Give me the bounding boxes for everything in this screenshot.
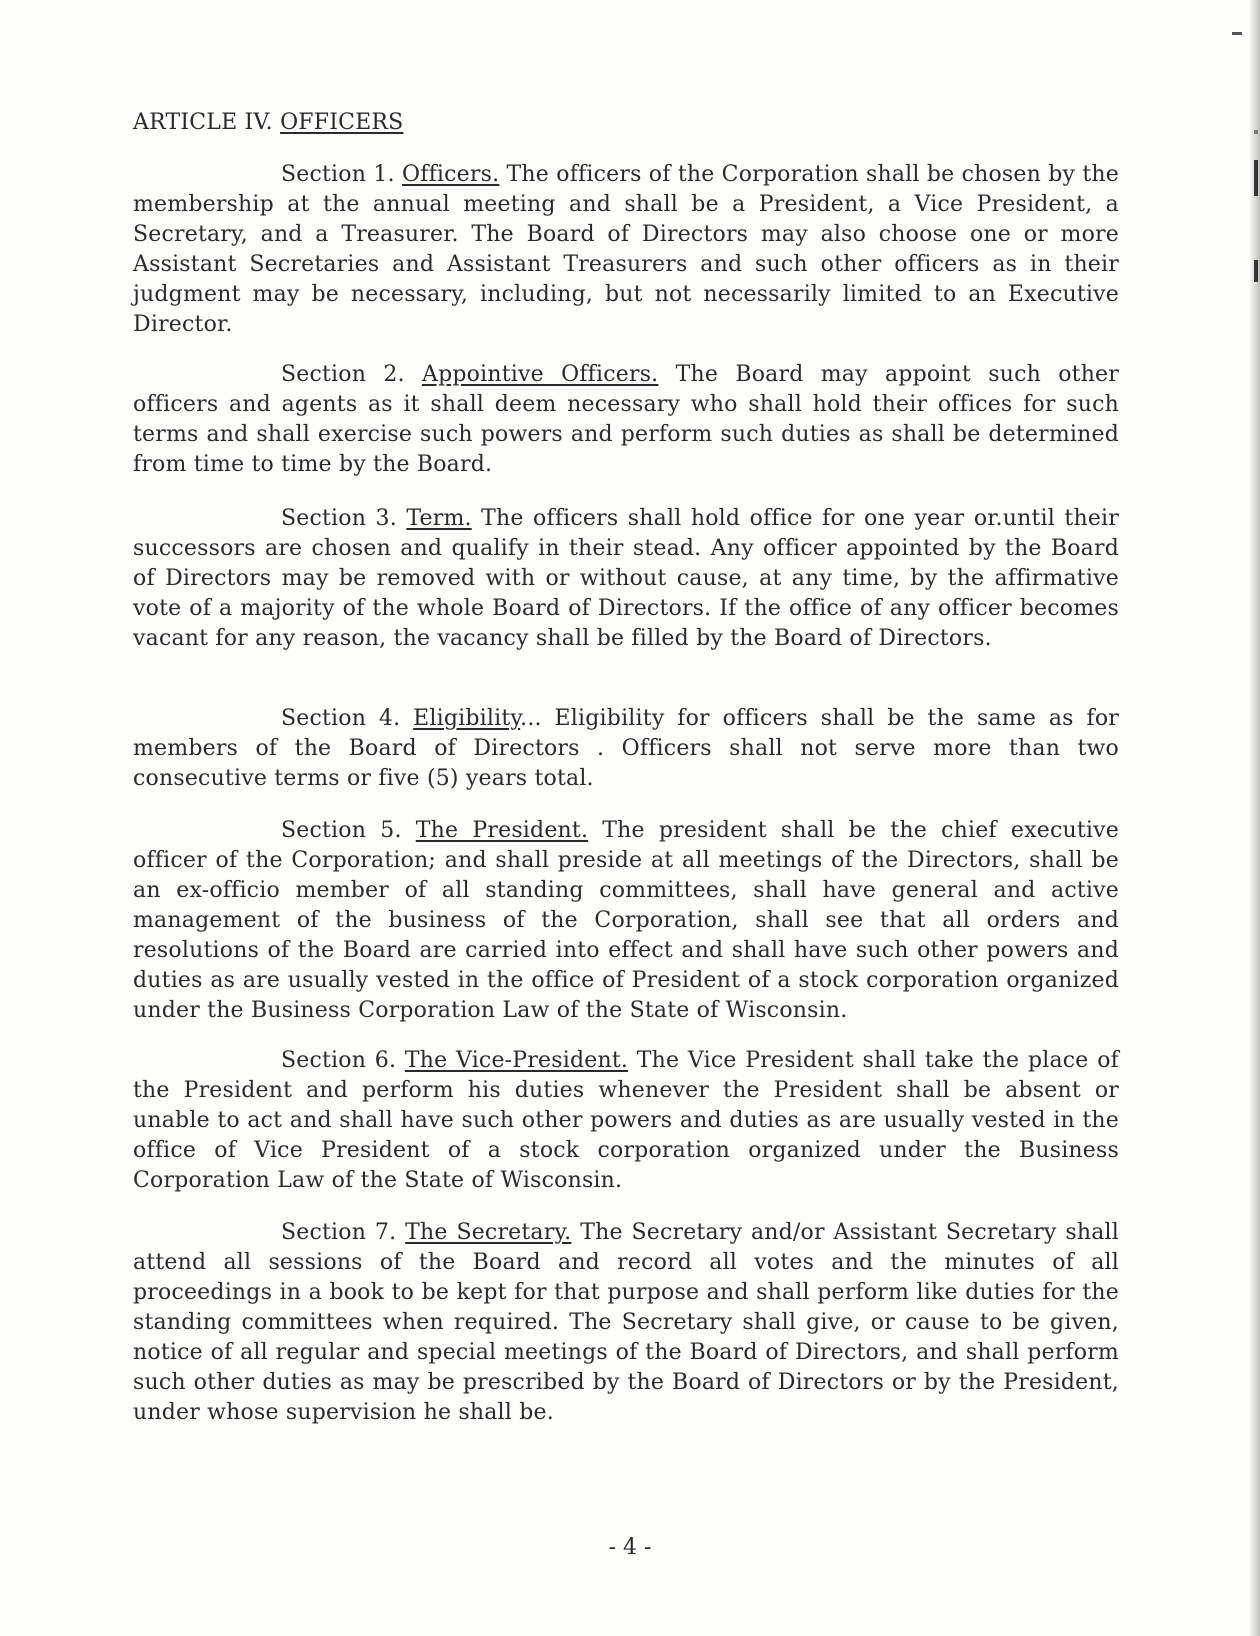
article-label: ARTICLE IV. [133, 110, 273, 135]
section-heading: Officers. [401, 162, 500, 187]
section-heading: Appointive Officers. [422, 362, 659, 387]
section-text: The president shall be the chief executive officer of the Corporation; and shall preside at all meetings of the Directors, shall be an ex-officio member of all standing committees, shall have general and active management of the business of the Corporation, shall see that all orders and resolutions of the Board are carried into effect and shall have such other powers and duties as are usually vested in the office of President of a stock corporation organized under the Business Corporation Law of the State of Wisconsin. [133, 818, 1119, 1023]
section-3 [133, 504, 1119, 654]
section-4 [133, 704, 1119, 794]
scan-mark [1254, 260, 1258, 282]
section-heading: Term. [406, 506, 472, 531]
section-label: Section 5. [281, 818, 402, 843]
article-title: OFFICERS [280, 110, 404, 135]
section-6 [133, 1046, 1119, 1196]
section-1 [133, 160, 1119, 340]
section-label: Section 2. [281, 362, 405, 387]
page-number: - 4 - [608, 1535, 652, 1560]
section-text: The officers shall hold office for one year or.until their successors are chosen and qualify in their stead. Any officer appointed by the Board of Directors may be removed with or without cause, at any time, by the affirmative vote of a majority of the whole Board of Directors. If the office of any officer becomes vacant for any reason, the vacancy shall be filled by the Board of Directors. [133, 506, 1120, 651]
article-heading [133, 108, 403, 138]
section-2 [133, 360, 1119, 480]
section-heading: The Vice-President. [404, 1048, 629, 1073]
section-label: Section 7. [281, 1220, 397, 1245]
section-text: The Secretary and/or Assistant Secretary shall attend all sessions of the Board and record all votes and the minutes of all proceedings in a book to be kept for that purpose and shall perform like duties for the standing committees when required. The Secretary shall give, or cause to be given, notice of all regular and special meetings of the Board of Directors, and shall perform such other duties as may be prescribed by the Board of Directors or by the President, under whose supervision he shall be. [133, 1220, 1120, 1425]
section-7 [133, 1218, 1119, 1428]
section-heading: The Secretary. [405, 1220, 572, 1245]
scan-mark [1232, 32, 1242, 35]
section-text: The officers of the Corporation shall be chosen by the membership at the annual meeting and shall be a President, a Vice President, a Secretary, and a Treasurer. The Board of Directors may also choose one or more Assistant Secretaries and Assistant Treasurers and such other officers as in their judgment may be necessary, including, but not necessarily limited to an Executive Director. [133, 162, 1120, 337]
section-heading: The President. [415, 818, 589, 843]
scan-mark [1254, 130, 1258, 134]
section-label: Section 4. [281, 706, 401, 731]
section-label: Section 1. [281, 162, 395, 187]
section-label: Section 6. [281, 1048, 397, 1073]
section-heading: Eligibility [413, 706, 521, 731]
section-text: The Vice President shall take the place of the President and perform his duties whenever the President shall be absent or unable to act and shall have such other powers and duties as are usually vested in the office of Vice President of a stock corporation organized under the Business Corporation Law of the State of Wisconsin. [133, 1048, 1119, 1193]
scan-mark [1254, 160, 1258, 196]
section-label: Section 3. [281, 506, 397, 531]
section-5 [133, 816, 1119, 1026]
scan-edge [1250, 0, 1260, 1636]
section-text: The Board may appoint such other officers and agents as it shall deem necessary who shall hold their offices for such terms and shall exercise such powers and perform such duties as shall be determined from time to time by the Board. [133, 362, 1119, 477]
section-text: ... Eligibility for officers shall be the same as for members of the Board of Directors . Officers shall not serve more than two consecutive terms or five (5) years total. [133, 706, 1119, 791]
